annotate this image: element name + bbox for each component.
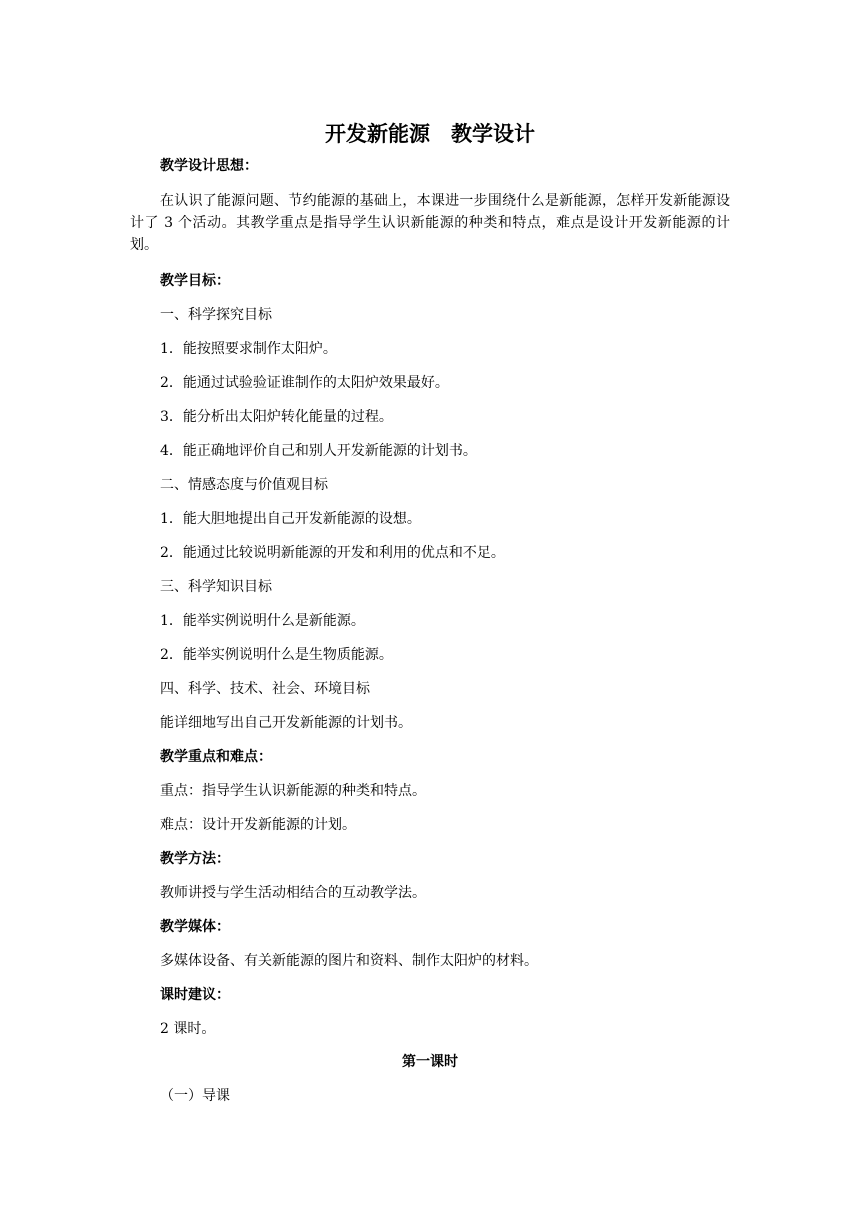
objective-item: 能详细地写出自己开发新能源的计划书。: [160, 715, 412, 731]
key-points-heading: 教学重点和难点：: [160, 749, 272, 765]
objective-section-title: 二、情感态度与价值观目标: [160, 477, 328, 493]
media-text: 多媒体设备、有关新能源的图片和资料、制作太阳炉的材料。: [160, 953, 538, 969]
lesson-intro: （一）导课: [160, 1088, 230, 1104]
lesson-heading: 第一课时: [402, 1054, 458, 1070]
objective-item: 3．能分析出太阳炉转化能量的过程。: [160, 409, 393, 425]
objective-section-title: 三、科学知识目标: [160, 579, 272, 595]
design-idea-heading: 教学设计思想：: [160, 158, 258, 174]
objective-item: 2．能举实例说明什么是生物质能源。: [160, 647, 393, 663]
hours-heading: 课时建议：: [160, 987, 230, 1003]
objective-section-title: 一、科学探究目标: [160, 307, 272, 323]
objective-item: 1．能大胆地提出自己开发新能源的设想。: [160, 511, 421, 527]
media-heading: 教学媒体：: [160, 919, 230, 935]
method-heading: 教学方法：: [160, 851, 230, 867]
method-text: 教师讲授与学生活动相结合的互动教学法。: [160, 885, 426, 901]
design-idea-paragraph: 在认识了能源问题、节约能源的基础上，本课进一步围绕什么是新能源，怎样开发新能源设计了 3 个活动。其教学重点是指导学生认识新能源的种类和特点，难点是设计开发新能源的计划。: [130, 193, 730, 253]
objectives-heading: 教学目标：: [160, 273, 230, 289]
objective-item: 1．能按照要求制作太阳炉。: [160, 341, 337, 357]
objective-item: 2．能通过比较说明新能源的开发和利用的优点和不足。: [160, 545, 505, 561]
objective-item: 1．能举实例说明什么是新能源。: [160, 613, 365, 629]
objective-item: 4．能正确地评价自己和别人开发新能源的计划书。: [160, 443, 477, 459]
key-point-text: 重点：指导学生认识新能源的种类和特点。: [160, 783, 426, 799]
page-title: 开发新能源 教学设计: [325, 121, 535, 146]
hours-text: 2 课时。: [160, 1021, 216, 1037]
difficulty-text: 难点：设计开发新能源的计划。: [160, 817, 356, 833]
objective-section-title: 四、科学、技术、社会、环境目标: [160, 681, 370, 697]
objective-item: 2．能通过试验验证谁制作的太阳炉效果最好。: [160, 375, 449, 391]
